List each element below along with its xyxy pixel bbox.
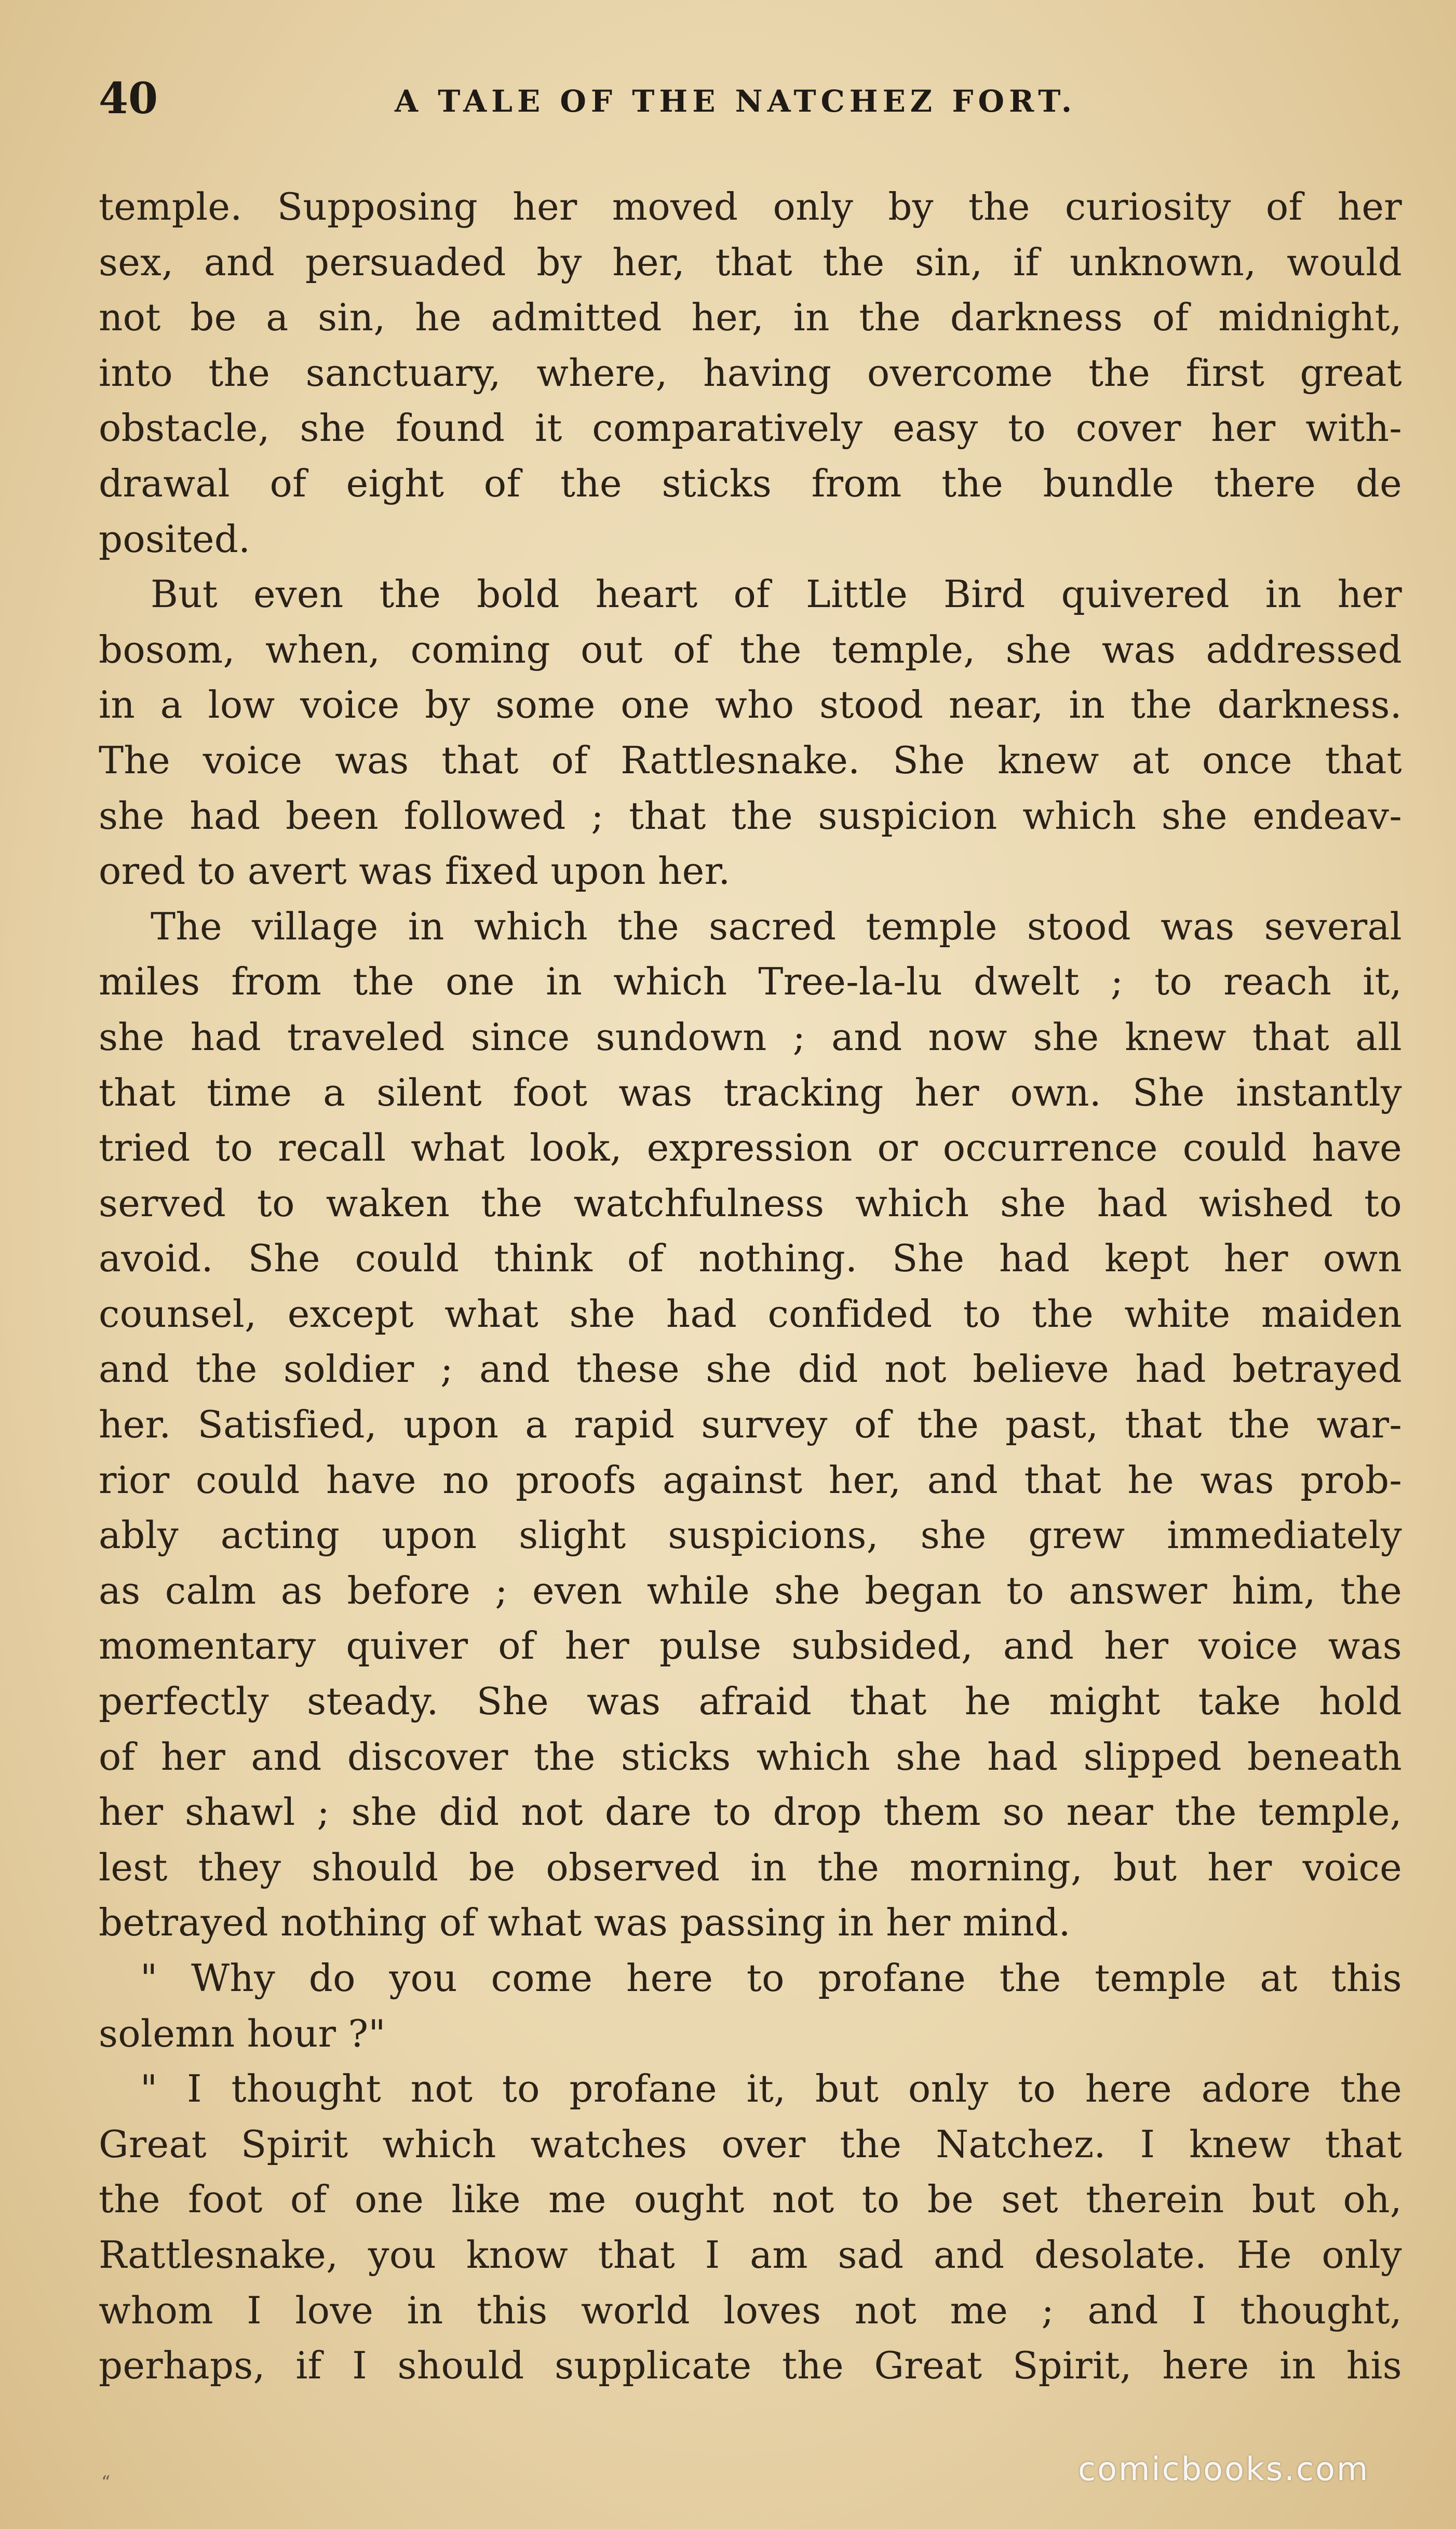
text-line: her shawl ; she did not dare to drop them so near the temple, [99,1790,1402,1834]
text-line: bosom, when, coming out of the temple, she was addressed [99,627,1402,671]
text-line: that time a silent foot was tracking her own. She instantly [99,1070,1402,1114]
text-line: miles from the one in which Tree-la-lu dwelt ; to reach it, [99,960,1402,1004]
text-line: not be a sin, he admitted her, in the darkness of midnight, [99,295,1402,340]
text-line: and the soldier ; and these she did not believe had betrayed [99,1347,1402,1391]
text-line: of her and discover the sticks which she had slipped beneath [99,1734,1402,1779]
text-line: into the sanctuary, where, having overcome the first great [99,351,1402,395]
text-line: posited. [99,517,251,561]
text-line: in a low voice by some one who stood near, in the darkness. [99,683,1402,727]
text-line: the foot of one like me ought not to be set therein but oh, [99,2177,1402,2222]
text-line: drawal of eight of the sticks from the bundle there de [99,461,1402,505]
text-line: avoid. She could think of nothing. She had kept her own [99,1236,1402,1281]
text-line: betrayed nothing of what was passing in her mind. [99,1901,1071,1945]
text-line: ored to avert was fixed upon her. [99,849,731,893]
text-line: Great Spirit which watches over the Natchez. I knew that [99,2122,1402,2166]
text-line: tried to recall what look, expression or occurrence could have [99,1126,1402,1170]
text-line: perfectly steady. She was afraid that he might take hold [99,1679,1402,1724]
text-line: her. Satisfied, upon a rapid survey of the past, that the war- [99,1403,1402,1447]
text-line: sex, and persuaded by her, that the sin, if unknown, would [99,240,1402,284]
text-line: rior could have no proofs against her, and that he was prob- [99,1458,1402,1502]
text-line: as calm as before ; even while she began to answer him, the [99,1568,1402,1612]
text-line: lest they should be observed in the morning, but her voice [99,1845,1402,1889]
page-number: 40 [99,74,158,124]
stray-print-mark: “ [101,2472,111,2493]
text-line: whom I love in this world loves not me ; and I thought, [99,2288,1402,2332]
text-line: The village in which the sacred temple stood was several [151,904,1402,948]
running-title: A TALE OF THE NATCHEZ FORT. [395,84,1077,119]
text-line: obstacle, she found it comparatively easy to cover her with- [99,406,1402,450]
text-line: " I thought not to profane it, but only to here adore the [140,2067,1402,2111]
text-line: momentary quiver of her pulse subsided, and her voice was [99,1624,1402,1668]
body-text [99,179,1402,2393]
text-line: served to waken the watchfulness which she had wished to [99,1181,1402,1225]
text-line: ably acting upon slight suspicions, she grew immediately [99,1513,1402,1557]
text-line: counsel, except what she had confided to the white maiden [99,1292,1402,1336]
watermark: comicbooks.com [1078,2450,1370,2488]
page-header [99,70,1407,127]
text-line: she had been followed ; that the suspicion which she endeav- [99,793,1402,838]
text-line: Rattlesnake, you know that I am sad and desolate. He only [99,2232,1402,2277]
text-line: But even the bold heart of Little Bird quivered in her [151,572,1402,616]
text-line: " Why do you come here to profane the temple at this [140,1956,1402,2000]
text-line: she had traveled since sundown ; and now she knew that all [99,1015,1402,1059]
text-line: solemn hour ?" [99,2011,386,2055]
text-line: temple. Supposing her moved only by the curiosity of her [99,185,1402,228]
text-line: perhaps, if I should supplicate the Great Spirit, here in his [99,2344,1402,2388]
text-line: The voice was that of Rattlesnake. She knew at once that [99,738,1402,782]
